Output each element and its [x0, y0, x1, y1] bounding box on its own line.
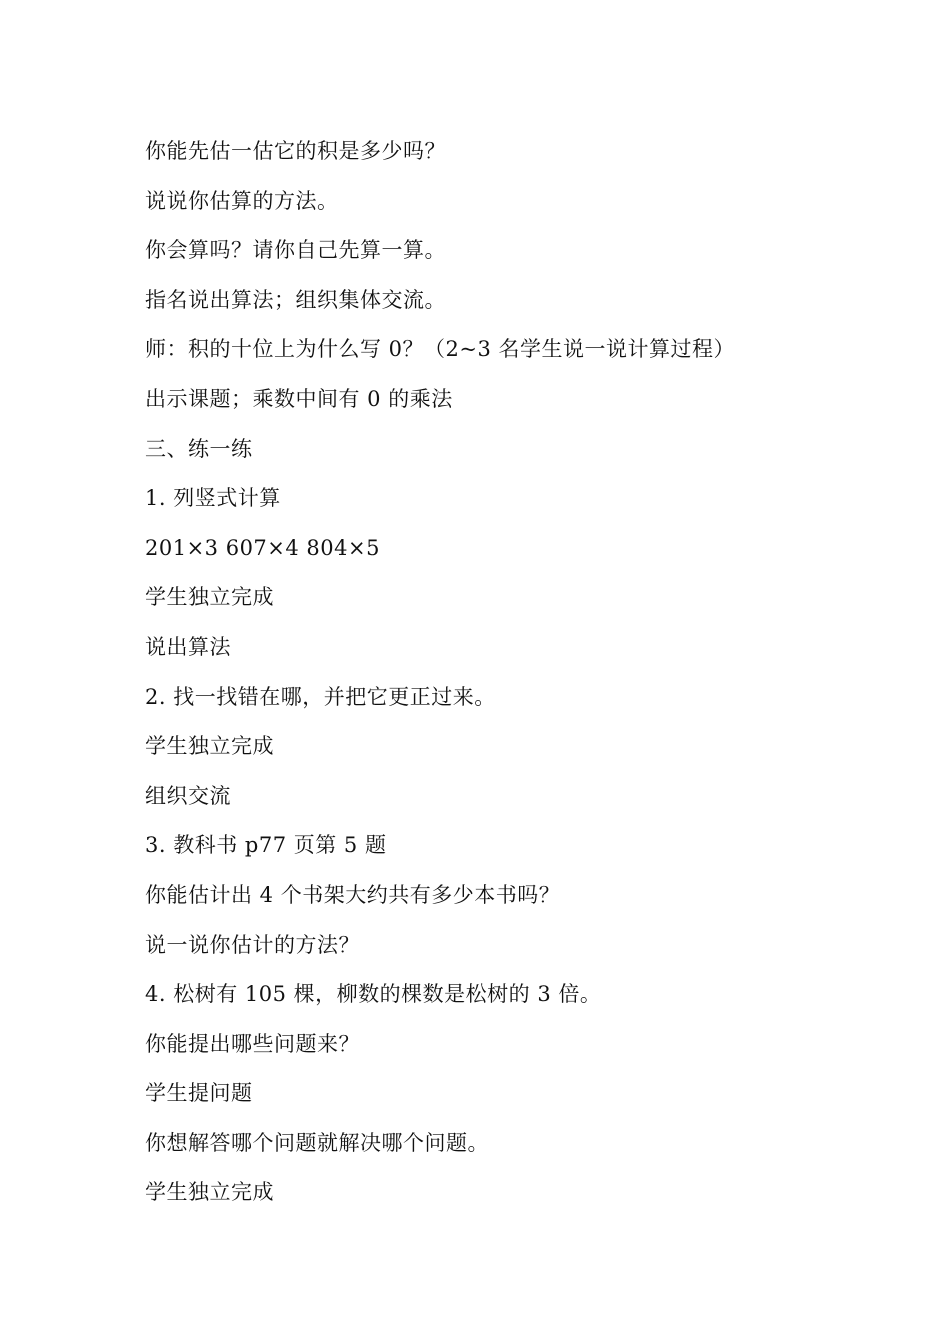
text-line: 说出算法	[145, 634, 231, 659]
text-line: 学生独立完成	[145, 585, 274, 610]
text-line: 学生独立完成	[145, 1180, 274, 1205]
text-line: 组织交流	[145, 783, 231, 808]
text-line: 说一说你估计的方法？	[145, 932, 360, 957]
text-line: 学生提问题	[145, 1081, 253, 1106]
exercise-item: 1. 列竖式计算	[145, 486, 281, 511]
text-line: 你想解答哪个问题就解决哪个问题。	[145, 1130, 489, 1155]
text-line: 学生独立完成	[145, 734, 274, 759]
text-line: 出示课题；乘数中间有 0 的乘法	[145, 386, 453, 411]
exercise-item: 2. 找一找错在哪，并把它更正过来。	[145, 684, 496, 709]
exercise-item: 3. 教科书 p77 页第 5 题	[145, 833, 387, 858]
exercise-item: 4. 松树有 105 棵，柳数的棵数是松树的 3 倍。	[145, 982, 602, 1007]
text-line: 你能估计出 4 个书架大约共有多少本书吗？	[145, 882, 561, 907]
document-body	[145, 133, 845, 1224]
text-line: 指名说出算法；组织集体交流。	[145, 287, 446, 312]
section-heading: 三、练一练	[145, 436, 253, 461]
text-line: 你会算吗？请你自己先算一算。	[145, 238, 446, 263]
text-line: 201×3 607×4 804×5	[145, 535, 380, 560]
text-line: 你能先估一估它的积是多少吗？	[145, 139, 446, 163]
text-line: 你能提出哪些问题来？	[145, 1031, 360, 1056]
text-line: 说说你估算的方法。	[145, 188, 339, 213]
text-line: 师：积的十位上为什么写 0？（2~3 名学生说一说计算过程）	[145, 337, 736, 362]
